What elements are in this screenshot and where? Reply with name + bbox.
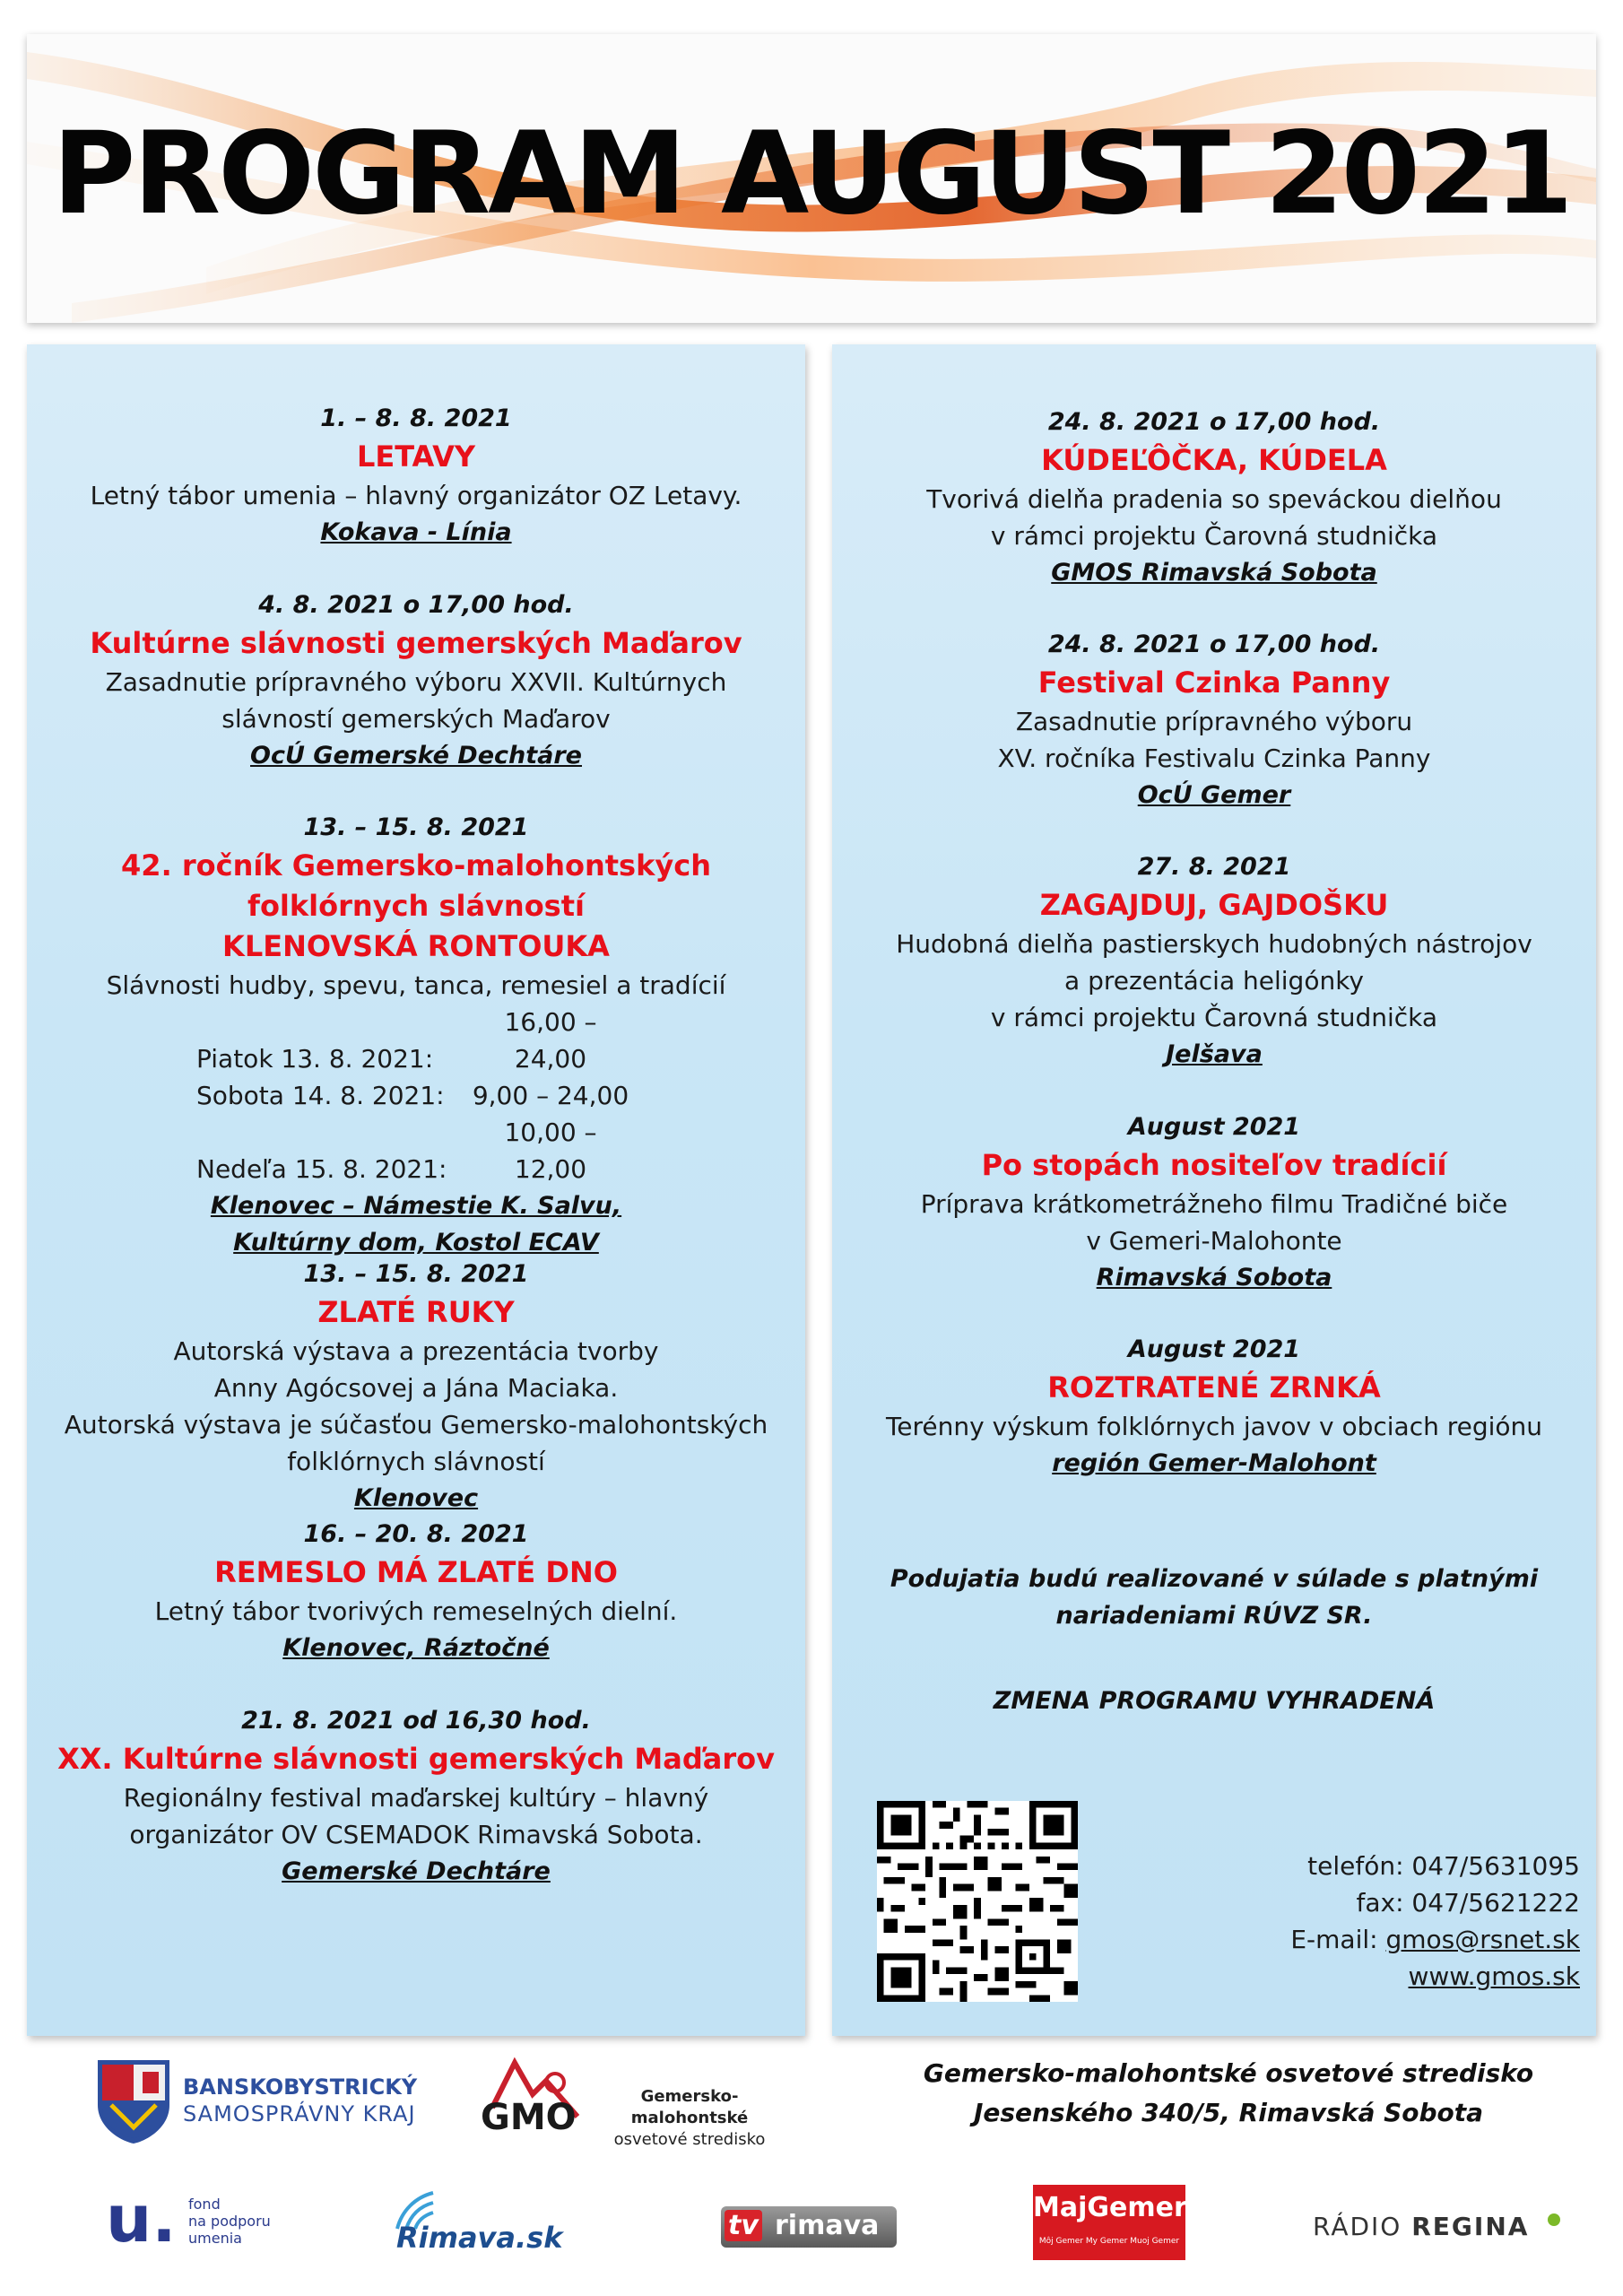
event-location: Klenovec, Ráztočné	[282, 1634, 550, 1662]
majgemer-text: MajGemer	[1033, 2192, 1187, 2223]
event-name: Po stopách nositeľov tradícií	[981, 1148, 1447, 1182]
event-location: Klenovec – Námestie K. Salvu,	[210, 1192, 622, 1220]
qr-code-icon	[877, 1801, 1078, 2002]
contact-fax: fax: 047/5621222	[1356, 1888, 1580, 1918]
events-panel-left	[27, 344, 805, 2036]
program-change-notice: ZMENA PROGRAMU VYHRADENÁ	[993, 1687, 1436, 1715]
notice-line: nariadeniami RÚVZ SR.	[1055, 1602, 1373, 1630]
regina-part: REGINA	[1411, 2212, 1530, 2241]
event-name: KLENOVSKÁ RONTOUKA	[222, 929, 610, 963]
event-date: 13. – 15. 8. 2021	[303, 1260, 529, 1288]
event-description: Zasadnutie prípravného výboru XXVII. Kultúrnych	[105, 667, 727, 697]
organization-name: Gemersko-malohontské osvetové stredisko	[923, 2058, 1534, 2088]
schedule-day: Nedeľa 15. 8. 2021:	[196, 1154, 447, 1184]
event-zagajduj-gajdosku	[832, 848, 1596, 1073]
rimava-part: rimava	[775, 2210, 880, 2241]
contact-web-link[interactable]: www.gmos.sk	[1408, 1961, 1580, 1991]
schedule-time: 16,00 – 24,00	[504, 1007, 597, 1074]
schedule-time: 9,00 – 24,00	[472, 1081, 629, 1110]
schedule-row	[27, 1077, 805, 1114]
event-date: 13. – 15. 8. 2021	[303, 813, 529, 841]
rimava-text: Rimava.sk	[396, 2221, 563, 2255]
event-name: XX. Kultúrne slávnosti gemerských Maďarov	[57, 1742, 775, 1776]
majgemer-sub: Môj Gemer My Gemer Muoj Gemer	[1038, 2237, 1180, 2246]
event-date: 24. 8. 2021 o 17,00 hod.	[1047, 631, 1381, 658]
event-name: Festival Czinka Panny	[1037, 665, 1391, 700]
event-description: XV. ročníka Festivalu Czinka Panny	[997, 744, 1431, 773]
radio-part: RÁDIO	[1313, 2212, 1412, 2241]
title-banner	[27, 34, 1596, 323]
event-festival-czinka-panny	[832, 626, 1596, 813]
bbsk-logo	[93, 2054, 425, 2152]
event-description: Terénny výskum folklórnych javov v obciach regiónu	[885, 1412, 1543, 1441]
event-location: OcÚ Gemer	[1137, 781, 1291, 809]
event-date: 16. – 20. 8. 2021	[303, 1520, 529, 1548]
schedule-day: Piatok 13. 8. 2021:	[196, 1044, 434, 1074]
event-po-stopach-nositelov-tradicii	[832, 1109, 1596, 1296]
fpu-mark: u.	[106, 2181, 177, 2257]
organization-street: Jesenského 340/5, Rimavská Sobota	[973, 2098, 1484, 2127]
event-date: 24. 8. 2021 o 17,00 hod.	[1047, 408, 1381, 436]
tv-part: tv	[725, 2210, 762, 2241]
event-date: 21. 8. 2021 od 16,30 hod.	[241, 1707, 591, 1735]
majgemer-logo	[1033, 2185, 1185, 2260]
event-name: ZLATÉ RUKY	[317, 1295, 515, 1329]
fpu-line1: fond	[188, 2196, 221, 2213]
event-description: v rámci projektu Čarovná studnička	[990, 521, 1438, 551]
event-name: LETAVY	[356, 439, 476, 474]
contact-phone: telefón: 047/5631095	[1307, 1851, 1580, 1881]
dot-icon	[1548, 2213, 1560, 2226]
event-description: folklórnych slávností	[287, 1447, 545, 1476]
event-description: Slávnosti hudby, spevu, tanca, remesiel a tradícií	[106, 970, 726, 1000]
fond-na-podporu-umenia-logo	[106, 2181, 303, 2269]
schedule-row	[27, 1004, 805, 1077]
bbsk-line1: BANSKOBYSTRICKÝ	[183, 2074, 418, 2100]
event-location: Klenovec	[353, 1484, 479, 1512]
event-date: August 2021	[1127, 1335, 1301, 1363]
rimava-sk-logo	[393, 2188, 572, 2269]
event-description: Letný tábor tvorivých remeselných dielní.	[154, 1596, 678, 1626]
event-description: Anny Agócsovej a Jána Maciaka.	[213, 1373, 619, 1403]
event-date: 1. – 8. 8. 2021	[320, 404, 512, 432]
contact-email-row	[1290, 1921, 1580, 1958]
event-description: organizátor OV CSEMADOK Rimavská Sobota.	[129, 1820, 703, 1849]
event-name: ZAGAJDUJ, GAJDOŠKU	[1039, 888, 1389, 922]
coat-of-arms-icon	[93, 2056, 174, 2145]
event-description: v rámci projektu Čarovná studnička	[990, 1003, 1438, 1032]
gmo-line1: Gemersko-malohontské	[630, 2087, 749, 2127]
event-date: 4. 8. 2021 o 17,00 hod.	[258, 591, 574, 619]
fpu-line2: na podporu	[188, 2213, 271, 2230]
event-description: Príprava krátkometrážneho filmu Tradičné biče	[920, 1189, 1508, 1219]
event-description: a prezentácia heligónky	[1064, 966, 1364, 996]
event-location: Rimavská Sobota	[1096, 1264, 1332, 1292]
event-xx-kulturne-slavnosti	[27, 1702, 805, 1890]
event-description: Tvorivá dielňa pradenia so speváckou dielňou	[926, 484, 1502, 514]
events-panel-right	[832, 344, 1596, 2036]
event-description: Regionálny festival maďarskej kultúry – hlavný	[123, 1783, 709, 1813]
event-kudelocka-kudela	[832, 404, 1596, 591]
gmo-logo	[479, 2054, 784, 2152]
event-name: 42. ročník Gemersko-malohontských	[121, 848, 711, 883]
event-klenovska-rontouka	[27, 809, 805, 1261]
event-location: región Gemer-Malohont	[1052, 1449, 1376, 1477]
contact-block	[1290, 1848, 1580, 1995]
event-description: Autorská výstava a prezentácia tvorby	[173, 1336, 659, 1366]
regulations-notice	[832, 1561, 1596, 1634]
contact-email-link[interactable]: gmos@rsnet.sk	[1385, 1925, 1580, 1954]
gmo-line2: osvetové stredisko	[613, 2130, 766, 2149]
event-date: August 2021	[1127, 1113, 1301, 1141]
schedule-day: Sobota 14. 8. 2021:	[196, 1081, 445, 1110]
event-location: Kultúrny dom, Kostol ECAV	[233, 1229, 599, 1257]
page-title: PROGRAM AUGUST 2021	[52, 107, 1571, 239]
event-name: folklórnych slávností	[247, 889, 585, 923]
event-location: GMOS Rimavská Sobota	[1051, 559, 1377, 587]
tv-rimava-logo	[721, 2201, 900, 2255]
event-location: Jelšava	[1166, 1040, 1263, 1068]
event-description: v Gemeri-Malohonte	[1086, 1226, 1342, 1256]
event-name: ROZTRATENÉ ZRNKÁ	[1047, 1370, 1381, 1405]
gmo-mark: GMO	[481, 2097, 577, 2138]
event-name: Kultúrne slávnosti gemerských Maďarov	[90, 626, 742, 660]
contact-email-label: E-mail:	[1290, 1925, 1386, 1954]
event-zlate-ruky	[27, 1256, 805, 1517]
event-description: Hudobná dielňa pastierskych hudobných nástrojov	[896, 929, 1532, 959]
event-description: slávností gemerských Maďarov	[221, 704, 611, 734]
schedule-time: 10,00 – 12,00	[504, 1118, 597, 1184]
event-description: Zasadnutie prípravného výboru	[1015, 707, 1413, 736]
event-remeslo-ma-zlate-dno	[27, 1516, 805, 1666]
notice-line: Podujatia budú realizované v súlade s platnými	[890, 1565, 1539, 1593]
event-location: Kokava - Línia	[320, 518, 512, 546]
event-kulturne-slavnosti-zasadnutie	[27, 587, 805, 774]
event-location: Gemerské Dechtáre	[282, 1857, 551, 1885]
radio-regina-logo	[1313, 2206, 1564, 2251]
schedule-row	[27, 1114, 805, 1187]
event-name: KÚDEĽÔČKA, KÚDELA	[1041, 443, 1387, 477]
bbsk-line2: SAMOSPRÁVNY KRAJ	[183, 2101, 416, 2126]
event-letavy	[27, 400, 805, 551]
event-description: Autorská výstava je súčasťou Gemersko-malohontských	[64, 1410, 768, 1439]
event-name: REMESLO MÁ ZLATÉ DNO	[214, 1555, 618, 1589]
event-roztratene-zrnka	[832, 1331, 1596, 1482]
event-location: OcÚ Gemerské Dechtáre	[250, 742, 582, 770]
event-date: 27. 8. 2021	[1137, 853, 1291, 881]
event-description: Letný tábor umenia – hlavný organizátor OZ Letavy.	[90, 481, 742, 510]
fpu-line3: umenia	[188, 2230, 242, 2247]
organization-address	[906, 2054, 1551, 2133]
